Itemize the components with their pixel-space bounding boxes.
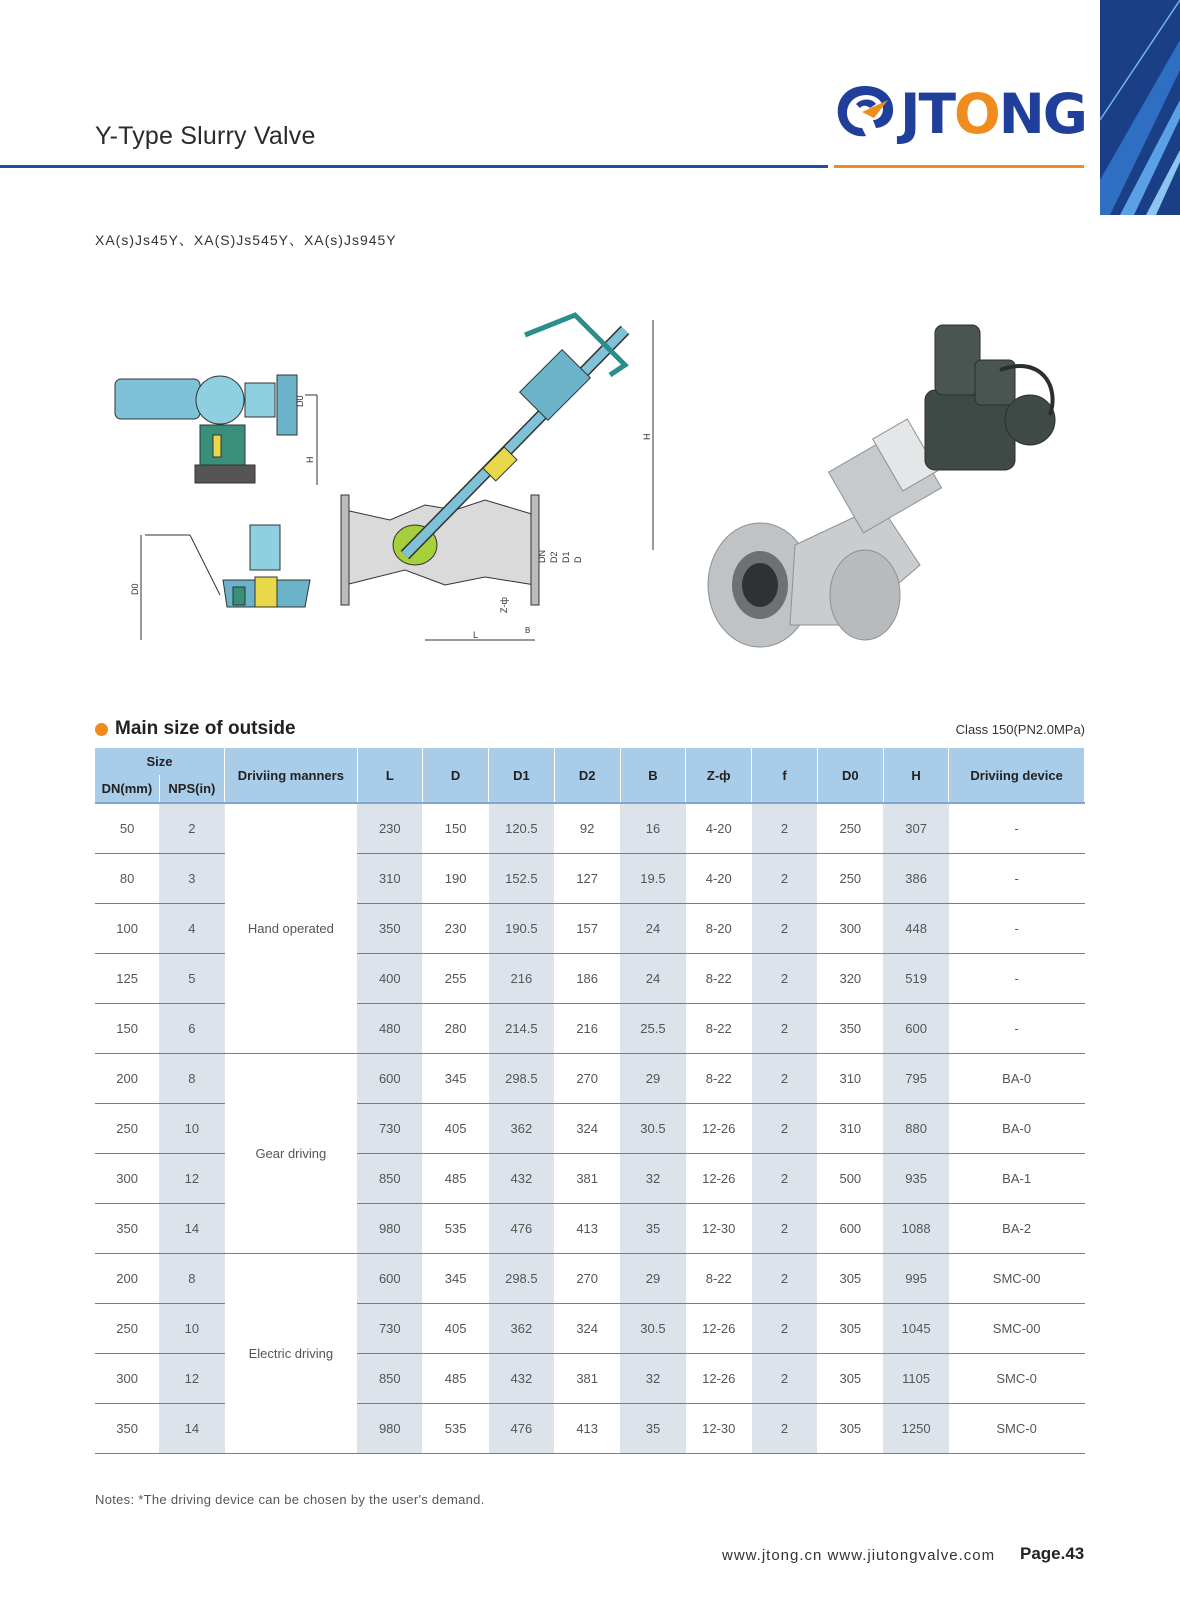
dn-label: DN xyxy=(537,550,547,563)
b-label: B xyxy=(525,626,531,635)
cell-b: 16 xyxy=(620,803,685,854)
section-title-text: Main size of outside xyxy=(115,718,296,739)
header-l: L xyxy=(357,748,422,803)
gear-actuator-drawing xyxy=(145,525,310,607)
cell-f: 2 xyxy=(752,904,817,954)
cell-b: 19.5 xyxy=(620,854,685,904)
cell-device: SMC-0 xyxy=(949,1354,1085,1404)
cell-b: 29 xyxy=(620,1054,685,1104)
header-b: B xyxy=(620,748,685,803)
cell-d2: 157 xyxy=(554,904,620,954)
cell-d: 280 xyxy=(422,1004,488,1054)
z-label: Z-ф xyxy=(499,597,509,613)
cell-dn: 125 xyxy=(95,954,159,1004)
cell-d2: 186 xyxy=(554,954,620,1004)
cell-nps: 10 xyxy=(159,1104,224,1154)
notes: Notes: *The driving device can be chosen by the user's demand. xyxy=(95,1492,485,1507)
cell-b: 24 xyxy=(620,904,685,954)
cell-l: 980 xyxy=(357,1204,422,1254)
cell-device: - xyxy=(949,854,1085,904)
cell-l: 850 xyxy=(357,1154,422,1204)
cell-d0: 350 xyxy=(817,1004,883,1054)
cell-d1: 476 xyxy=(489,1204,554,1254)
header-size: Size xyxy=(95,748,225,775)
cell-d: 150 xyxy=(422,803,488,854)
cell-l: 480 xyxy=(357,1004,422,1054)
cell-driving-manner: Gear driving xyxy=(225,1054,358,1254)
header-rule-blue xyxy=(0,165,828,168)
cell-b: 29 xyxy=(620,1254,685,1304)
table-body xyxy=(95,803,1085,1454)
page-number: Page.43 xyxy=(1020,1544,1085,1563)
corner-decoration xyxy=(1100,0,1180,215)
cell-b: 32 xyxy=(620,1154,685,1204)
cell-h: 1088 xyxy=(883,1204,948,1254)
cell-device: - xyxy=(949,803,1085,854)
cell-d: 255 xyxy=(422,954,488,1004)
cell-l: 730 xyxy=(357,1104,422,1154)
cell-nps: 3 xyxy=(159,854,224,904)
cell-d1: 120.5 xyxy=(489,803,554,854)
header-d1: D1 xyxy=(489,748,554,803)
cell-f: 2 xyxy=(752,1154,817,1204)
header-h: H xyxy=(883,748,948,803)
cell-b: 30.5 xyxy=(620,1104,685,1154)
cell-f: 2 xyxy=(752,803,817,854)
cell-d0: 600 xyxy=(817,1204,883,1254)
cell-h: 935 xyxy=(883,1154,948,1204)
cell-d2: 413 xyxy=(554,1204,620,1254)
cell-z: 4-20 xyxy=(686,854,752,904)
cell-d2: 381 xyxy=(554,1354,620,1404)
d2-label: D2 xyxy=(549,551,559,563)
cell-f: 2 xyxy=(752,1254,817,1304)
cell-d0: 305 xyxy=(817,1254,883,1304)
cell-d2: 324 xyxy=(554,1104,620,1154)
cell-nps: 12 xyxy=(159,1354,224,1404)
header-f: f xyxy=(752,748,817,803)
cell-z: 8-22 xyxy=(686,1004,752,1054)
cell-d: 405 xyxy=(422,1104,488,1154)
cell-d: 345 xyxy=(422,1054,488,1104)
cell-d1: 298.5 xyxy=(489,1054,554,1104)
cell-h: 386 xyxy=(883,854,948,904)
cell-z: 8-22 xyxy=(686,954,752,1004)
cell-f: 2 xyxy=(752,954,817,1004)
cell-device: BA-0 xyxy=(949,1104,1085,1154)
valve-product-photo xyxy=(700,305,1075,670)
cell-h: 307 xyxy=(883,803,948,854)
cell-dn: 150 xyxy=(95,1004,159,1054)
cell-dn: 300 xyxy=(95,1354,159,1404)
cell-nps: 8 xyxy=(159,1054,224,1104)
cell-d2: 270 xyxy=(554,1054,620,1104)
cell-z: 8-20 xyxy=(686,904,752,954)
cell-d0: 305 xyxy=(817,1354,883,1404)
cell-d2: 127 xyxy=(554,854,620,904)
cell-h: 880 xyxy=(883,1104,948,1154)
cell-l: 230 xyxy=(357,803,422,854)
cell-d: 535 xyxy=(422,1404,488,1454)
cell-d1: 362 xyxy=(489,1304,554,1354)
cell-z: 8-22 xyxy=(686,1254,752,1304)
cell-d: 405 xyxy=(422,1304,488,1354)
cell-f: 2 xyxy=(752,1354,817,1404)
l-label: L xyxy=(473,630,479,640)
cell-device: - xyxy=(949,954,1085,1004)
cell-device: SMC-00 xyxy=(949,1304,1085,1354)
cell-d0: 305 xyxy=(817,1304,883,1354)
cell-h: 519 xyxy=(883,954,948,1004)
cell-nps: 5 xyxy=(159,954,224,1004)
cell-d1: 362 xyxy=(489,1104,554,1154)
cell-l: 730 xyxy=(357,1304,422,1354)
header-d0: D0 xyxy=(817,748,883,803)
cell-b: 35 xyxy=(620,1404,685,1454)
cell-h: 600 xyxy=(883,1004,948,1054)
footer-links: www.jtong.cn www.jiutongvalve.com xyxy=(722,1547,996,1564)
cell-d0: 320 xyxy=(817,954,883,1004)
cell-f: 2 xyxy=(752,1104,817,1154)
cell-z: 12-26 xyxy=(686,1304,752,1354)
cell-z: 12-30 xyxy=(686,1204,752,1254)
cell-d: 535 xyxy=(422,1204,488,1254)
cell-h: 795 xyxy=(883,1054,948,1104)
h-label: H xyxy=(305,456,315,463)
cell-d2: 324 xyxy=(554,1304,620,1354)
bullet-icon xyxy=(95,723,108,736)
d1-label: D1 xyxy=(561,551,571,563)
cell-driving-manner: Electric driving xyxy=(225,1254,358,1454)
header-rule-orange xyxy=(834,165,1084,168)
header-nps: NPS(in) xyxy=(159,775,224,803)
cell-dn: 200 xyxy=(95,1054,159,1104)
cell-z: 12-30 xyxy=(686,1404,752,1454)
cell-l: 980 xyxy=(357,1404,422,1454)
cell-z: 8-22 xyxy=(686,1054,752,1104)
cell-d0: 310 xyxy=(817,1104,883,1154)
cell-dn: 350 xyxy=(95,1204,159,1254)
header-d2: D2 xyxy=(554,748,620,803)
cell-b: 24 xyxy=(620,954,685,1004)
cell-device: BA-1 xyxy=(949,1154,1085,1204)
cell-nps: 12 xyxy=(159,1154,224,1204)
cell-dn: 250 xyxy=(95,1104,159,1154)
cell-device: BA-2 xyxy=(949,1204,1085,1254)
header-manner: Driviing manners xyxy=(225,748,358,803)
cell-nps: 14 xyxy=(159,1204,224,1254)
cell-d0: 300 xyxy=(817,904,883,954)
cell-f: 2 xyxy=(752,1404,817,1454)
cell-d: 230 xyxy=(422,904,488,954)
cell-l: 600 xyxy=(357,1054,422,1104)
cell-b: 25.5 xyxy=(620,1004,685,1054)
cell-b: 30.5 xyxy=(620,1304,685,1354)
logo-wordmark: JTONG xyxy=(900,82,1086,146)
cell-dn: 350 xyxy=(95,1404,159,1454)
cell-h: 1105 xyxy=(883,1354,948,1404)
header-z: Z-ф xyxy=(686,748,752,803)
cell-d: 345 xyxy=(422,1254,488,1304)
cell-nps: 2 xyxy=(159,803,224,854)
cell-nps: 4 xyxy=(159,904,224,954)
cell-b: 35 xyxy=(620,1204,685,1254)
h-label-main: H xyxy=(642,433,652,440)
cell-device: - xyxy=(949,1004,1085,1054)
cell-d2: 413 xyxy=(554,1404,620,1454)
header-d: D xyxy=(422,748,488,803)
cell-h: 1250 xyxy=(883,1404,948,1454)
cell-f: 2 xyxy=(752,854,817,904)
table-row xyxy=(95,1254,1085,1304)
cell-d1: 432 xyxy=(489,1154,554,1204)
cell-b: 32 xyxy=(620,1354,685,1404)
cell-d0: 500 xyxy=(817,1154,883,1204)
cell-d1: 152.5 xyxy=(489,854,554,904)
logo-swirl-icon xyxy=(832,78,898,148)
cell-z: 4-20 xyxy=(686,803,752,854)
cell-d0: 250 xyxy=(817,854,883,904)
cell-l: 400 xyxy=(357,954,422,1004)
cell-nps: 14 xyxy=(159,1404,224,1454)
cell-l: 350 xyxy=(357,904,422,954)
cell-dn: 200 xyxy=(95,1254,159,1304)
cell-d: 190 xyxy=(422,854,488,904)
cell-f: 2 xyxy=(752,1004,817,1054)
cell-device: SMC-00 xyxy=(949,1254,1085,1304)
cell-d1: 298.5 xyxy=(489,1254,554,1304)
dimension-table xyxy=(95,748,1085,1454)
cell-z: 12-26 xyxy=(686,1354,752,1404)
cell-d0: 250 xyxy=(817,803,883,854)
cell-dn: 100 xyxy=(95,904,159,954)
cell-device: - xyxy=(949,904,1085,954)
cell-d0: 310 xyxy=(817,1054,883,1104)
pressure-class-note: Class 150(PN2.0MPa) xyxy=(955,722,1085,737)
cell-d2: 270 xyxy=(554,1254,620,1304)
d0-label: D0 xyxy=(295,395,305,407)
cell-d1: 214.5 xyxy=(489,1004,554,1054)
cell-dn: 50 xyxy=(95,803,159,854)
table-row xyxy=(95,803,1085,854)
d0-label-gear: D0 xyxy=(130,583,140,595)
cell-d2: 92 xyxy=(554,803,620,854)
cell-h: 995 xyxy=(883,1254,948,1304)
cell-f: 2 xyxy=(752,1204,817,1254)
cell-nps: 8 xyxy=(159,1254,224,1304)
cell-l: 850 xyxy=(357,1354,422,1404)
cell-device: BA-0 xyxy=(949,1054,1085,1104)
table-row xyxy=(95,1054,1085,1104)
cell-f: 2 xyxy=(752,1304,817,1354)
cell-d2: 216 xyxy=(554,1004,620,1054)
cell-dn: 80 xyxy=(95,854,159,904)
d-label: D xyxy=(573,556,583,563)
cell-z: 12-26 xyxy=(686,1104,752,1154)
valve-technical-drawing xyxy=(105,295,685,680)
section-title xyxy=(95,718,296,740)
cell-dn: 250 xyxy=(95,1304,159,1354)
electric-actuator-drawing xyxy=(115,375,297,483)
page-title: Y-Type Slurry Valve xyxy=(95,122,316,150)
cell-d1: 432 xyxy=(489,1354,554,1404)
header-device: Driviing device xyxy=(949,748,1085,803)
cell-device: SMC-0 xyxy=(949,1404,1085,1454)
cell-d2: 381 xyxy=(554,1154,620,1204)
cell-dn: 300 xyxy=(95,1154,159,1204)
brand-logo xyxy=(832,78,1087,152)
cell-d1: 190.5 xyxy=(489,904,554,954)
cell-nps: 6 xyxy=(159,1004,224,1054)
cell-l: 310 xyxy=(357,854,422,904)
cell-h: 1045 xyxy=(883,1304,948,1354)
cell-nps: 10 xyxy=(159,1304,224,1354)
cell-l: 600 xyxy=(357,1254,422,1304)
cell-d: 485 xyxy=(422,1354,488,1404)
cell-h: 448 xyxy=(883,904,948,954)
cell-d1: 476 xyxy=(489,1404,554,1454)
cell-d1: 216 xyxy=(489,954,554,1004)
cell-d: 485 xyxy=(422,1154,488,1204)
cell-z: 12-26 xyxy=(686,1154,752,1204)
cell-f: 2 xyxy=(752,1054,817,1104)
cell-d0: 305 xyxy=(817,1404,883,1454)
model-numbers: XA(s)Js45Y、XA(S)Js545Y、XA(s)Js945Y xyxy=(95,232,397,248)
cell-driving-manner: Hand operated xyxy=(225,803,358,1054)
header-dn: DN(mm) xyxy=(95,775,159,803)
